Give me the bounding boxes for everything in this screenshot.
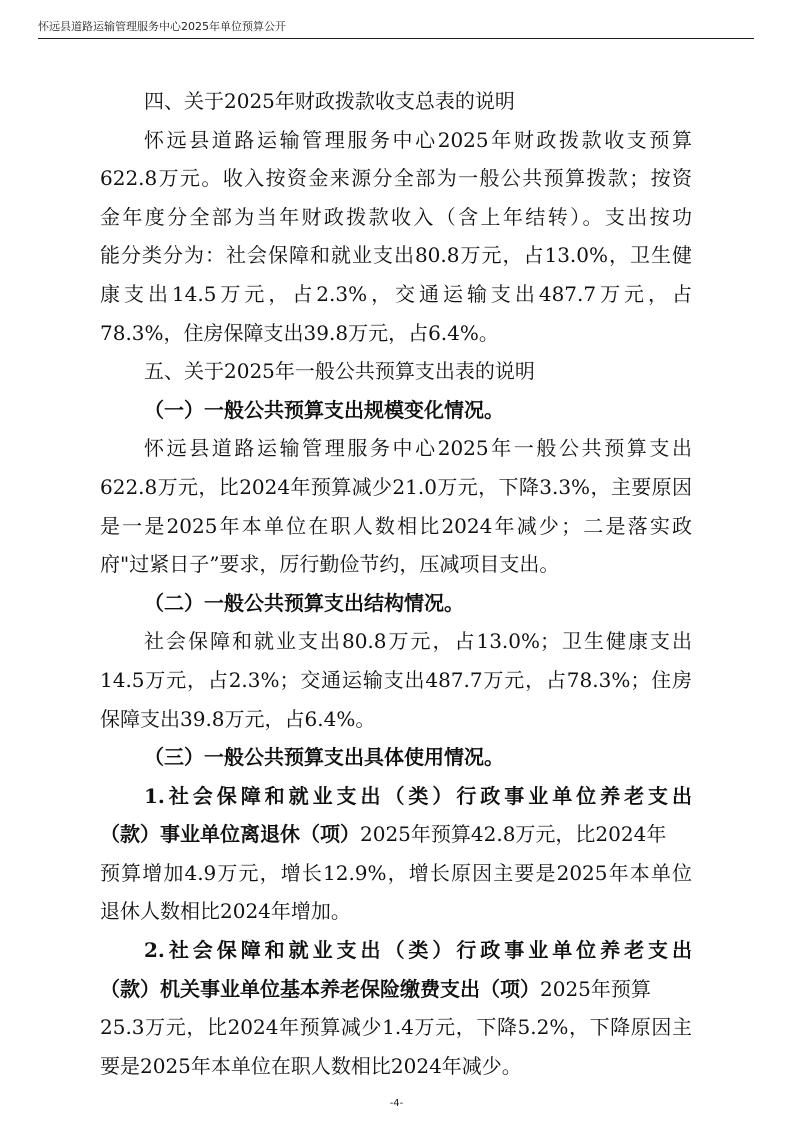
paragraph-line: 要是2025年本单位在职人数相比2024年减少。	[100, 1053, 522, 1078]
subsection-heading-2: （二）一般公共预算支出结构情况。	[144, 590, 464, 615]
item-heading-2: 2.社会保障和就业支出（类）行政事业单位养老支出	[144, 938, 692, 963]
paragraph-line: 保障支出39.8万元，占6.4%。	[100, 706, 376, 731]
paragraph-line: 是一是2025年本单位在职人数相比2024年减少；二是落实政	[100, 513, 692, 538]
paragraph-line: 能分类分为：社会保障和就业支出80.8万元，占13.0%，卫生健	[100, 243, 692, 268]
paragraph-line: 78.3%，住房保障支出39.8万元，占6.4%。	[100, 320, 499, 345]
paragraph-line	[100, 970, 692, 1009]
header-divider	[38, 38, 754, 39]
item-text: 2025年预算42.8万元，比2024年	[360, 822, 667, 847]
paragraph-line: 社会保障和就业支出80.8万元，占13.0%；卫生健康支出	[144, 629, 692, 654]
paragraph-line: 康支出14.5万元，占2.3%，交通运输支出487.7万元，占	[100, 281, 692, 306]
paragraph-line: 退休人数相比2024年增加。	[100, 899, 351, 924]
paragraph-line	[100, 815, 692, 854]
paragraph-line: 怀远县道路运输管理服务中心2025年一般公共预算支出	[144, 436, 692, 461]
paragraph-line: 25.3万元，比2024年预算减少1.4万元，下降5.2%，下降原因主	[100, 1015, 692, 1040]
paragraph-line: 622.8万元。收入按资金来源分全部为一般公共预算拨款；按资	[100, 166, 692, 191]
item-text: 2025年预算	[540, 976, 651, 1001]
paragraph-line: 怀远县道路运输管理服务中心2025年财政拨款收支预算	[144, 127, 692, 152]
item-heading-2-cont: （款）机关事业单位基本养老保险缴费支出（项）	[100, 976, 540, 1001]
section-heading-4: 四、关于2025年财政拨款收支总表的说明	[144, 89, 515, 113]
subsection-heading-3: （三）一般公共预算支出具体使用情况。	[144, 745, 504, 770]
paragraph-line: 金年度分全部为当年财政拨款收入（含上年结转）。支出按功	[100, 204, 692, 229]
paragraph-line: 预算增加4.9万元，增长12.9%，增长原因主要是2025年本单位	[100, 860, 692, 885]
item-heading-1: 1.社会保障和就业支出（类）行政事业单位养老支出	[144, 783, 692, 808]
item-heading-1-cont: （款）事业单位离退休（项）	[100, 822, 360, 847]
section-heading-5: 五、关于2025年一般公共预算支出表的说明	[144, 359, 535, 384]
paragraph-line: 14.5万元，占2.3%；交通运输支出487.7万元，占78.3%；住房	[100, 667, 692, 692]
document-header: 怀远县道路运输管理服务中心2025年单位预算公开	[38, 20, 286, 33]
subsection-heading-1: （一）一般公共预算支出规模变化情况。	[144, 397, 504, 422]
document-body	[100, 82, 692, 1085]
paragraph-line: 府"过紧日子”要求，厉行勤俭节约，压减项目支出。	[100, 552, 560, 577]
paragraph-line: 622.8万元，比2024年预算减少21.0万元，下降3.3%，主要原因	[100, 474, 692, 499]
page-number: -4-	[389, 1098, 404, 1109]
